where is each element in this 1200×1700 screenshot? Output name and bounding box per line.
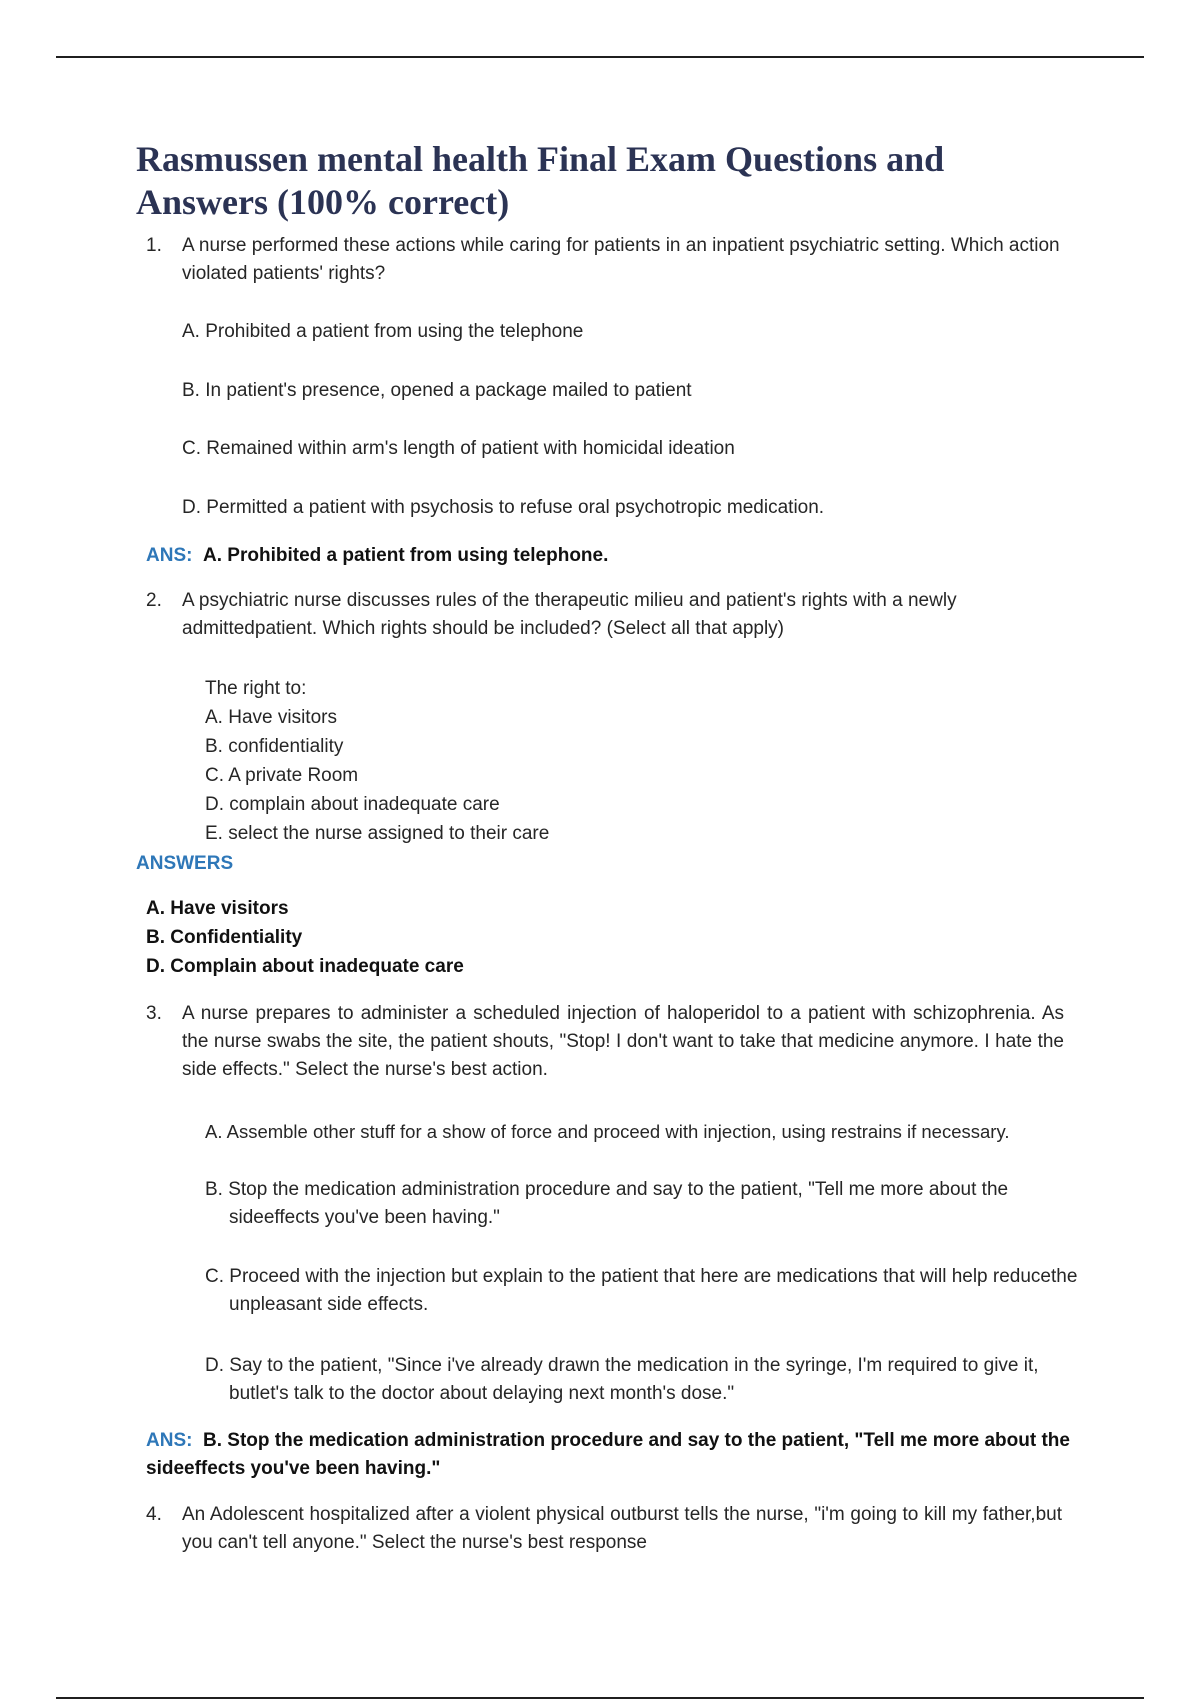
question-2-option-e: E. select the nurse assigned to their care [205, 823, 550, 844]
answer-label-1: ANS: [146, 545, 193, 566]
question-2-option-d: D. complain about inadequate care [205, 794, 500, 815]
answers-heading-2: ANSWERS [136, 853, 234, 874]
question-1-option-b: B. In patient's presence, opened a package mailed to patient [182, 380, 692, 401]
question-2-intro: The right to: [205, 678, 307, 699]
question-number-2: 2. [146, 590, 162, 611]
question-2-answer-a: A. Have visitors [146, 898, 289, 919]
question-1-answer [146, 542, 1076, 570]
question-number-3: 3. [146, 1003, 162, 1024]
answer-text-3: B. Stop the medication administration procedure and say to the patient, "Tell me more about the sideeffects you've been having." [146, 1430, 1070, 1479]
question-stem-2: A psychiatric nurse discusses rules of the therapeutic milieu and patient's rights with a newly admittedpatient. Which rights should be included? (Select all that apply) [182, 590, 957, 639]
question-1-option-d: D. Permitted a patient with psychosis to refuse oral psychotropic medication. [182, 497, 825, 518]
answer-label-3: ANS: [146, 1430, 193, 1451]
question-number-4: 4. [146, 1504, 162, 1525]
question-stem-3: A nurse prepares to administer a scheduled injection of haloperidol to a patient with schizophrenia. As the nurse swabs the site, the patient shouts, "Stop! I don't want to take that medicine anymore. I hate the side effects." Select the nurse's best action. [182, 1003, 1064, 1080]
question-stem-1: A nurse performed these actions while caring for patients in an inpatient psychiatric setting. Which action violated patients' rights? [182, 235, 1060, 284]
question-number-1: 1. [146, 235, 162, 256]
question-2-answer-b: B. Confidentiality [146, 927, 303, 948]
question-2-option-b: B. confidentiality [205, 736, 344, 757]
question-2-option-a: A. Have visitors [205, 707, 337, 728]
question-3-option-a: A. Assemble other stuff for a show of force and proceed with injection, using restrains if necessary. [205, 1121, 1010, 1142]
question-3-answer [146, 1427, 1076, 1483]
question-3-option-d: D. Say to the patient, "Since i've already drawn the medication in the syringe, I'm required to give it, butlet's talk to the doctor about delaying next month's dose." [205, 1355, 1039, 1404]
answer-text-1: A. Prohibited a patient from using telephone. [203, 545, 609, 566]
question-1-option-c: C. Remained within arm's length of patient with homicidal ideation [182, 438, 735, 459]
document-title: Rasmussen mental health Final Exam Questions and Answers (100% correct) [136, 139, 945, 222]
question-2-option-c: C. A private Room [205, 765, 359, 786]
question-stem-4: An Adolescent hospitalized after a violent physical outburst tells the nurse, "i'm going to kill my father,but you can't tell anyone." Select the nurse's best response [182, 1504, 1062, 1553]
question-2-answer-d: D. Complain about inadequate care [146, 956, 464, 977]
question-3-option-c: C. Proceed with the injection but explain to the patient that here are medications that will help reducethe unpleasant side effects. [205, 1266, 1078, 1315]
question-3-option-b: B. Stop the medication administration procedure and say to the patient, "Tell me more about the sideeffects you've been having." [205, 1179, 1009, 1228]
top-rule [56, 56, 1144, 58]
bottom-rule [56, 1697, 1144, 1699]
question-1-option-a: A. Prohibited a patient from using the telephone [182, 321, 584, 342]
